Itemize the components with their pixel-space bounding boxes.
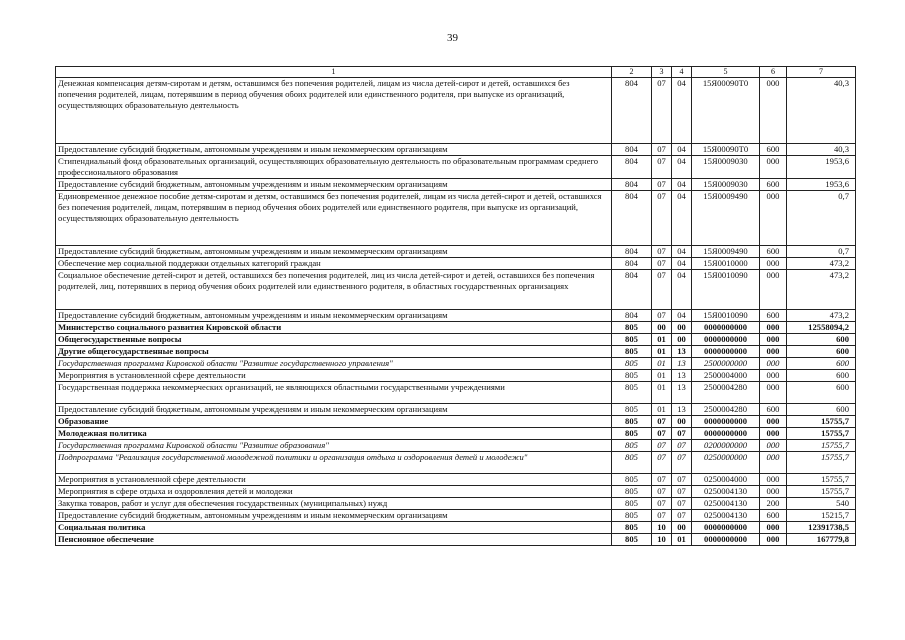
table-row bbox=[56, 510, 856, 522]
cell-expense-type: 000 bbox=[760, 522, 787, 534]
cell-name: Предоставление субсидий бюджетным, автономным учреждениям и иным некоммерческим организациям bbox=[56, 246, 612, 258]
cell-target-article: 0000000000 bbox=[692, 522, 760, 534]
cell-amount: 167779,8 bbox=[787, 534, 856, 546]
table-row bbox=[56, 404, 856, 416]
cell-amount: 15755,7 bbox=[787, 452, 856, 474]
cell-section: 07 bbox=[652, 440, 672, 452]
cell-name: Государственная программа Кировской области "Развитие образования" bbox=[56, 440, 612, 452]
cell-expense-type: 000 bbox=[760, 334, 787, 346]
cell-name: Государственная программа Кировской области "Развитие государственного управления" bbox=[56, 358, 612, 370]
cell-target-article: 0250004130 bbox=[692, 486, 760, 498]
cell-ministry-code: 805 bbox=[612, 522, 652, 534]
cell-name: Молодежная политика bbox=[56, 428, 612, 440]
cell-amount: 0,7 bbox=[787, 246, 856, 258]
cell-expense-type: 200 bbox=[760, 498, 787, 510]
cell-target-article: 15Я0009490 bbox=[692, 191, 760, 246]
cell-subsection: 00 bbox=[672, 322, 692, 334]
table-row bbox=[56, 258, 856, 270]
cell-target-article: 0250000000 bbox=[692, 452, 760, 474]
cell-name: Стипендиальный фонд образовательных организаций, осуществляющих образовательную деятельность по образовательным программам среднего профессионального образования bbox=[56, 156, 612, 179]
cell-name: Обеспечение мер социальной поддержки отдельных категорий граждан bbox=[56, 258, 612, 270]
cell-subsection: 00 bbox=[672, 522, 692, 534]
page-number: 39 bbox=[447, 32, 458, 44]
cell-target-article: 0000000000 bbox=[692, 322, 760, 334]
cell-ministry-code: 804 bbox=[612, 191, 652, 246]
cell-section: 07 bbox=[652, 78, 672, 144]
cell-expense-type: 000 bbox=[760, 191, 787, 246]
cell-ministry-code: 804 bbox=[612, 258, 652, 270]
table-row bbox=[56, 322, 856, 334]
table-row bbox=[56, 78, 856, 144]
cell-subsection: 07 bbox=[672, 498, 692, 510]
cell-ministry-code: 805 bbox=[612, 370, 652, 382]
cell-section: 07 bbox=[652, 310, 672, 322]
column-header: 2 bbox=[612, 67, 652, 78]
column-header: 4 bbox=[672, 67, 692, 78]
cell-expense-type: 000 bbox=[760, 452, 787, 474]
cell-section: 07 bbox=[652, 156, 672, 179]
cell-amount: 40,3 bbox=[787, 78, 856, 144]
cell-expense-type: 000 bbox=[760, 346, 787, 358]
cell-ministry-code: 804 bbox=[612, 179, 652, 191]
cell-section: 07 bbox=[652, 144, 672, 156]
cell-target-article: 0000000000 bbox=[692, 346, 760, 358]
cell-ministry-code: 805 bbox=[612, 358, 652, 370]
table-row bbox=[56, 346, 856, 358]
table-row bbox=[56, 440, 856, 452]
cell-subsection: 04 bbox=[672, 270, 692, 310]
cell-ministry-code: 805 bbox=[612, 416, 652, 428]
table-row bbox=[56, 144, 856, 156]
cell-name: Предоставление субсидий бюджетным, автономным учреждениям и иным некоммерческим организациям bbox=[56, 510, 612, 522]
cell-subsection: 00 bbox=[672, 416, 692, 428]
cell-name: Предоставление субсидий бюджетным, автономным учреждениям и иным некоммерческим организациям bbox=[56, 310, 612, 322]
table-row bbox=[56, 428, 856, 440]
cell-subsection: 00 bbox=[672, 334, 692, 346]
cell-name: Единовременное денежное пособие детям-сиротам и детям, оставшимся без попечения родителей, лицам из числа детей-сирот и детей, оставшихся без попечения родителей, лицам, потерявшим в период обучения обоих родителей или единственного родителя, при выпуске из организаций, осуществляющих образовательную деятельность bbox=[56, 191, 612, 246]
column-header: 3 bbox=[652, 67, 672, 78]
cell-ministry-code: 804 bbox=[612, 310, 652, 322]
cell-section: 07 bbox=[652, 486, 672, 498]
cell-target-article: 15Я0010090 bbox=[692, 310, 760, 322]
cell-target-article: 0000000000 bbox=[692, 534, 760, 546]
cell-target-article: 15Я0009490 bbox=[692, 246, 760, 258]
cell-ministry-code: 805 bbox=[612, 510, 652, 522]
cell-section: 01 bbox=[652, 334, 672, 346]
cell-expense-type: 000 bbox=[760, 486, 787, 498]
cell-name: Социальное обеспечение детей-сирот и детей, оставшихся без попечения родителей, лиц из числа детей-сирот и детей, оставшихся без попечения родителей, лиц, потерявших в период обучения обоих родителей или единственного родителя, в областных государственных организациях bbox=[56, 270, 612, 310]
cell-subsection: 13 bbox=[672, 382, 692, 404]
cell-target-article: 0000000000 bbox=[692, 428, 760, 440]
cell-amount: 40,3 bbox=[787, 144, 856, 156]
cell-section: 01 bbox=[652, 358, 672, 370]
cell-name: Предоставление субсидий бюджетным, автономным учреждениям и иным некоммерческим организациям bbox=[56, 404, 612, 416]
cell-amount: 15755,7 bbox=[787, 428, 856, 440]
cell-amount: 15755,7 bbox=[787, 440, 856, 452]
table-row bbox=[56, 358, 856, 370]
cell-amount: 1953,6 bbox=[787, 179, 856, 191]
cell-target-article: 15Я0010000 bbox=[692, 258, 760, 270]
cell-amount: 15755,7 bbox=[787, 474, 856, 486]
table-row bbox=[56, 382, 856, 404]
cell-section: 07 bbox=[652, 474, 672, 486]
cell-expense-type: 000 bbox=[760, 428, 787, 440]
column-header-row bbox=[56, 67, 856, 78]
cell-expense-type: 000 bbox=[760, 270, 787, 310]
table-row bbox=[56, 179, 856, 191]
cell-target-article: 0000000000 bbox=[692, 334, 760, 346]
cell-amount: 0,7 bbox=[787, 191, 856, 246]
cell-section: 01 bbox=[652, 346, 672, 358]
cell-target-article: 0200000000 bbox=[692, 440, 760, 452]
cell-expense-type: 000 bbox=[760, 78, 787, 144]
table-row bbox=[56, 334, 856, 346]
cell-section: 10 bbox=[652, 534, 672, 546]
cell-name: Другие общегосударственные вопросы bbox=[56, 346, 612, 358]
column-header: 1 bbox=[56, 67, 612, 78]
cell-amount: 600 bbox=[787, 404, 856, 416]
cell-amount: 600 bbox=[787, 382, 856, 404]
cell-name: Подпрограмма "Реализация государственной молодежной политики и организация отдыха и оздоровления детей и молодежи" bbox=[56, 452, 612, 474]
cell-subsection: 01 bbox=[672, 534, 692, 546]
cell-target-article: 15Я0010090 bbox=[692, 270, 760, 310]
cell-subsection: 04 bbox=[672, 246, 692, 258]
cell-section: 07 bbox=[652, 179, 672, 191]
cell-subsection: 07 bbox=[672, 428, 692, 440]
cell-ministry-code: 805 bbox=[612, 452, 652, 474]
cell-name: Закупка товаров, работ и услуг для обеспечения государственных (муниципальных) нужд bbox=[56, 498, 612, 510]
cell-name: Предоставление субсидий бюджетным, автономным учреждениям и иным некоммерческим организациям bbox=[56, 179, 612, 191]
cell-subsection: 13 bbox=[672, 358, 692, 370]
cell-section: 01 bbox=[652, 382, 672, 404]
table-row bbox=[56, 498, 856, 510]
cell-expense-type: 000 bbox=[760, 358, 787, 370]
cell-ministry-code: 805 bbox=[612, 498, 652, 510]
cell-target-article: 15Я00090Т0 bbox=[692, 144, 760, 156]
cell-expense-type: 000 bbox=[760, 440, 787, 452]
cell-name: Предоставление субсидий бюджетным, автономным учреждениям и иным некоммерческим организациям bbox=[56, 144, 612, 156]
cell-subsection: 07 bbox=[672, 486, 692, 498]
cell-subsection: 13 bbox=[672, 346, 692, 358]
cell-section: 07 bbox=[652, 270, 672, 310]
cell-target-article: 0250004130 bbox=[692, 498, 760, 510]
cell-ministry-code: 805 bbox=[612, 322, 652, 334]
cell-amount: 15215,7 bbox=[787, 510, 856, 522]
cell-expense-type: 600 bbox=[760, 246, 787, 258]
cell-name: Государственная поддержка некоммерческих организаций, не являющихся областными государственными учреждениями bbox=[56, 382, 612, 404]
cell-section: 07 bbox=[652, 246, 672, 258]
cell-expense-type: 000 bbox=[760, 258, 787, 270]
cell-expense-type: 000 bbox=[760, 474, 787, 486]
table-row bbox=[56, 452, 856, 474]
cell-expense-type: 600 bbox=[760, 310, 787, 322]
cell-expense-type: 000 bbox=[760, 416, 787, 428]
cell-amount: 600 bbox=[787, 358, 856, 370]
cell-target-article: 2500004000 bbox=[692, 370, 760, 382]
cell-section: 07 bbox=[652, 498, 672, 510]
cell-section: 07 bbox=[652, 510, 672, 522]
cell-ministry-code: 804 bbox=[612, 270, 652, 310]
cell-amount: 1953,6 bbox=[787, 156, 856, 179]
cell-amount: 600 bbox=[787, 334, 856, 346]
cell-target-article: 15Я00090З0 bbox=[692, 179, 760, 191]
cell-subsection: 07 bbox=[672, 474, 692, 486]
cell-subsection: 04 bbox=[672, 179, 692, 191]
cell-target-article: 0250004130 bbox=[692, 510, 760, 522]
cell-expense-type: 000 bbox=[760, 382, 787, 404]
cell-subsection: 04 bbox=[672, 310, 692, 322]
table-row bbox=[56, 522, 856, 534]
cell-section: 01 bbox=[652, 404, 672, 416]
cell-section: 01 bbox=[652, 370, 672, 382]
column-header: 5 bbox=[692, 67, 760, 78]
cell-name: Пенсионное обеспечение bbox=[56, 534, 612, 546]
cell-subsection: 07 bbox=[672, 440, 692, 452]
cell-amount: 473,2 bbox=[787, 270, 856, 310]
cell-ministry-code: 804 bbox=[612, 246, 652, 258]
cell-expense-type: 000 bbox=[760, 322, 787, 334]
cell-amount: 473,2 bbox=[787, 310, 856, 322]
table-row bbox=[56, 156, 856, 179]
cell-ministry-code: 805 bbox=[612, 440, 652, 452]
cell-subsection: 07 bbox=[672, 510, 692, 522]
budget-table bbox=[55, 66, 856, 546]
cell-expense-type: 000 bbox=[760, 370, 787, 382]
cell-name: Общегосударственные вопросы bbox=[56, 334, 612, 346]
cell-subsection: 13 bbox=[672, 370, 692, 382]
cell-section: 07 bbox=[652, 191, 672, 246]
column-header: 7 bbox=[787, 67, 856, 78]
table-row bbox=[56, 534, 856, 546]
cell-subsection: 04 bbox=[672, 156, 692, 179]
cell-name: Денежная компенсация детям-сиротам и детям, оставшимся без попечения родителей, лицам из числа детей-сирот и детей, оставшихся без попечения родителей, лицам, потерявшим в период обучения обоих родителей или единственного родителя, при выпуске из организаций, осуществляющих образовательную деятельность bbox=[56, 78, 612, 144]
cell-subsection: 07 bbox=[672, 452, 692, 474]
cell-ministry-code: 805 bbox=[612, 534, 652, 546]
cell-name: Мероприятия в установленной сфере деятельности bbox=[56, 370, 612, 382]
cell-expense-type: 600 bbox=[760, 510, 787, 522]
cell-target-article: 2500000000 bbox=[692, 358, 760, 370]
cell-section: 10 bbox=[652, 522, 672, 534]
cell-amount: 600 bbox=[787, 370, 856, 382]
cell-section: 07 bbox=[652, 258, 672, 270]
cell-subsection: 04 bbox=[672, 258, 692, 270]
cell-subsection: 13 bbox=[672, 404, 692, 416]
column-header: 6 bbox=[760, 67, 787, 78]
cell-expense-type: 000 bbox=[760, 156, 787, 179]
cell-name: Образование bbox=[56, 416, 612, 428]
cell-subsection: 04 bbox=[672, 191, 692, 246]
table-row bbox=[56, 416, 856, 428]
cell-name: Мероприятия в установленной сфере деятельности bbox=[56, 474, 612, 486]
table-row bbox=[56, 270, 856, 310]
cell-subsection: 04 bbox=[672, 144, 692, 156]
cell-target-article: 2500004280 bbox=[692, 404, 760, 416]
cell-ministry-code: 805 bbox=[612, 474, 652, 486]
cell-ministry-code: 804 bbox=[612, 156, 652, 179]
cell-target-article: 0250004000 bbox=[692, 474, 760, 486]
cell-amount: 12391738,5 bbox=[787, 522, 856, 534]
table-row bbox=[56, 486, 856, 498]
cell-amount: 600 bbox=[787, 346, 856, 358]
cell-ministry-code: 805 bbox=[612, 382, 652, 404]
cell-name: Мероприятия в сфере отдыха и оздоровления детей и молодежи bbox=[56, 486, 612, 498]
cell-amount: 473,2 bbox=[787, 258, 856, 270]
cell-target-article: 2500004280 bbox=[692, 382, 760, 404]
cell-ministry-code: 805 bbox=[612, 404, 652, 416]
table-row bbox=[56, 474, 856, 486]
cell-amount: 15755,7 bbox=[787, 416, 856, 428]
cell-name: Министерство социального развития Кировской области bbox=[56, 322, 612, 334]
cell-ministry-code: 805 bbox=[612, 428, 652, 440]
cell-expense-type: 600 bbox=[760, 179, 787, 191]
cell-subsection: 04 bbox=[672, 78, 692, 144]
cell-amount: 12558094,2 bbox=[787, 322, 856, 334]
cell-name: Социальная политика bbox=[56, 522, 612, 534]
table-row bbox=[56, 191, 856, 246]
cell-expense-type: 000 bbox=[760, 534, 787, 546]
cell-expense-type: 600 bbox=[760, 404, 787, 416]
cell-target-article: 15Я00090Т0 bbox=[692, 78, 760, 144]
cell-section: 00 bbox=[652, 322, 672, 334]
cell-ministry-code: 805 bbox=[612, 486, 652, 498]
table-row bbox=[56, 370, 856, 382]
cell-ministry-code: 804 bbox=[612, 144, 652, 156]
cell-section: 07 bbox=[652, 416, 672, 428]
cell-ministry-code: 804 bbox=[612, 78, 652, 144]
cell-section: 07 bbox=[652, 428, 672, 440]
cell-amount: 15755,7 bbox=[787, 486, 856, 498]
table-row bbox=[56, 246, 856, 258]
cell-amount: 540 bbox=[787, 498, 856, 510]
cell-target-article: 15Я00090З0 bbox=[692, 156, 760, 179]
cell-ministry-code: 805 bbox=[612, 334, 652, 346]
cell-ministry-code: 805 bbox=[612, 346, 652, 358]
cell-section: 07 bbox=[652, 452, 672, 474]
table-row bbox=[56, 310, 856, 322]
cell-target-article: 0000000000 bbox=[692, 416, 760, 428]
cell-expense-type: 600 bbox=[760, 144, 787, 156]
